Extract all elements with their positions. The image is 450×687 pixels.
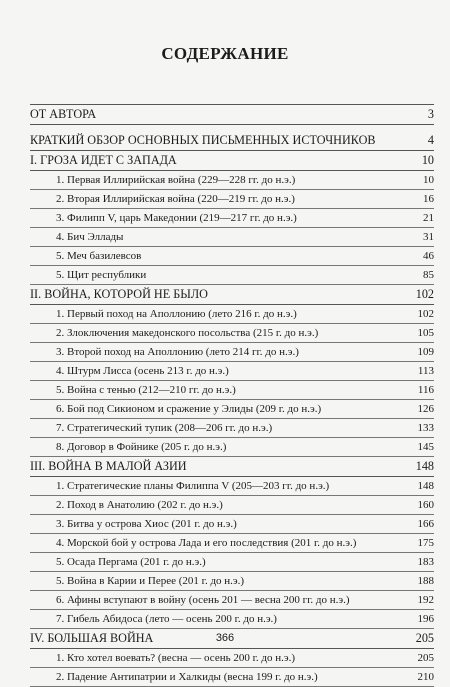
toc-entry-label: 6. Бой под Сикионом и сражение у Элиды (209 г. до н.э.) bbox=[56, 403, 322, 415]
toc-chapter bbox=[30, 324, 434, 343]
toc-entry-label: 8. Договор в Фойнике (205 г. до н.э.) bbox=[56, 441, 227, 453]
toc-entry-label: I. ГРОЗА ИДЕТ С ЗАПАДА bbox=[30, 153, 177, 167]
toc-entry-label: ОТ АВТОРА bbox=[30, 107, 97, 121]
toc-chapter bbox=[30, 362, 434, 381]
toc-entry-label: 3. Битва у острова Хиос (201 г. до н.э.) bbox=[56, 518, 237, 530]
toc-entry-page: 196 bbox=[417, 613, 434, 625]
toc-entry-label: 2. Поход в Анатолию (202 г. до н.э.) bbox=[56, 499, 223, 511]
toc-entry-page: 10 bbox=[421, 153, 434, 167]
toc-entry-label: 5. Война в Карии и Перее (201 г. до н.э.) bbox=[56, 575, 245, 587]
toc-entry-page: 148 bbox=[415, 459, 434, 473]
toc-entry-page: 10 bbox=[423, 174, 434, 186]
page-number: 366 bbox=[215, 632, 235, 644]
toc-entry-page: 102 bbox=[417, 308, 434, 320]
toc-chapter bbox=[30, 649, 434, 668]
toc-chapter bbox=[30, 419, 434, 438]
toc-entry-page: 188 bbox=[417, 575, 434, 587]
toc-chapter bbox=[30, 343, 434, 362]
toc-entry-page: 126 bbox=[417, 403, 434, 415]
toc-entry-page: 16 bbox=[423, 193, 434, 205]
toc-entry-label: 1. Кто хотел воевать? (весна — осень 200 г. до н.э.) bbox=[56, 652, 295, 664]
toc-entry-page: 145 bbox=[417, 441, 434, 453]
toc-part-1 bbox=[30, 151, 434, 171]
toc-entry-page: 160 bbox=[417, 499, 434, 511]
toc-entry-label: 1. Первая Иллирийская война (229—228 гг. до н.э.) bbox=[56, 174, 296, 186]
toc-chapter bbox=[30, 477, 434, 496]
toc-chapter bbox=[30, 228, 434, 247]
toc-entry-page: 175 bbox=[417, 537, 434, 549]
toc-chapter bbox=[30, 190, 434, 209]
toc-entry-label: 5. Осада Пергама (201 г. до н.э.) bbox=[56, 556, 206, 568]
toc-entry-page: 205 bbox=[417, 652, 434, 664]
toc-entry-label: 6. Афины вступают в войну (осень 201 — весна 200 гг. до н.э.) bbox=[56, 594, 350, 606]
toc-entry-label: 7. Гибель Абидоса (лето — осень 200 г. до н.э.) bbox=[56, 613, 277, 625]
toc-entry-page: 105 bbox=[417, 327, 434, 339]
toc-entry-label: 4. Штурм Лисса (осень 213 г. до н.э.) bbox=[56, 365, 229, 377]
toc-entry-page: 31 bbox=[423, 231, 434, 243]
toc-chapter bbox=[30, 305, 434, 324]
toc-entry-page: 133 bbox=[417, 422, 434, 434]
toc-entry-label: 4. Морской бой у острова Лада и его последствия (201 г. до н.э.) bbox=[56, 537, 357, 549]
toc-entry-label: 1. Первый поход на Аполлонию (лето 216 г. до н.э.) bbox=[56, 308, 297, 320]
toc-chapter bbox=[30, 400, 434, 419]
toc-entry-label: III. ВОЙНА В МАЛОЙ АЗИИ bbox=[30, 459, 187, 473]
toc-chapter bbox=[30, 438, 434, 457]
toc-entry-label: 7. Стратегический тупик (208—206 гг. до н.э.) bbox=[56, 422, 273, 434]
toc-chapter bbox=[30, 209, 434, 228]
toc-entry-label: КРАТКИЙ ОБЗОР ОСНОВНЫХ ПИСЬМЕННЫХ ИСТОЧНИКОВ bbox=[30, 133, 376, 147]
toc-chapter bbox=[30, 496, 434, 515]
toc-entry-page: 210 bbox=[417, 671, 434, 683]
toc-entry-page: 3 bbox=[427, 107, 434, 121]
toc-entry-page: 4 bbox=[427, 133, 434, 147]
toc-entry-label: II. ВОЙНА, КОТОРОЙ НЕ БЫЛО bbox=[30, 287, 208, 301]
toc-entry-label: 3. Филипп V, царь Македонии (219—217 гг. до н.э.) bbox=[56, 212, 297, 224]
toc-entry-page: 102 bbox=[415, 287, 434, 301]
toc-part-3 bbox=[30, 457, 434, 477]
toc-entry-label: 5. Война с тенью (212—210 гг. до н.э.) bbox=[56, 384, 236, 396]
toc-chapter bbox=[30, 515, 434, 534]
toc-entry-page: 113 bbox=[417, 365, 434, 377]
toc-chapter bbox=[30, 553, 434, 572]
toc-chapter bbox=[30, 572, 434, 591]
toc-chapter bbox=[30, 591, 434, 610]
toc-entry-page: 183 bbox=[417, 556, 434, 568]
page-title: СОДЕРЖАНИЕ bbox=[161, 44, 289, 63]
toc-chapter bbox=[30, 610, 434, 629]
toc-entry-label: 2. Падение Антипатрии и Халкиды (весна 199 г. до н.э.) bbox=[56, 671, 318, 683]
toc-entry-page: 46 bbox=[423, 250, 434, 262]
toc-entry-label: IV. БОЛЬШАЯ ВОЙНА bbox=[30, 631, 154, 645]
toc-entry-page: 21 bbox=[423, 212, 434, 224]
toc-entry-label: 2. Злоключения македонского посольства (215 г. до н.э.) bbox=[56, 327, 319, 339]
toc-chapter bbox=[30, 171, 434, 190]
table-of-contents bbox=[30, 104, 434, 687]
toc-entry-label: 5. Щит республики bbox=[56, 269, 147, 281]
toc-entry-page: 85 bbox=[423, 269, 434, 281]
toc-entry-sources bbox=[30, 131, 434, 151]
toc-entry-label: 1. Стратегические планы Филиппа V (205—203 гг. до н.э.) bbox=[56, 480, 330, 492]
toc-chapter bbox=[30, 266, 434, 285]
toc-entry-page: 148 bbox=[417, 480, 434, 492]
toc-part-2 bbox=[30, 285, 434, 305]
toc-entry-label: 5. Меч базилевсов bbox=[56, 250, 142, 262]
toc-chapter bbox=[30, 534, 434, 553]
toc-entry-page: 109 bbox=[417, 346, 434, 358]
toc-entry-page: 166 bbox=[417, 518, 434, 530]
toc-entry-author bbox=[30, 104, 434, 125]
toc-chapter bbox=[30, 247, 434, 266]
toc-entry-label: 4. Бич Эллады bbox=[56, 231, 124, 243]
toc-entry-page: 116 bbox=[417, 384, 434, 396]
toc-chapter bbox=[30, 381, 434, 400]
toc-entry-label: 2. Вторая Иллирийская война (220—219 гг. до н.э.) bbox=[56, 193, 295, 205]
toc-entry-page: 192 bbox=[417, 594, 434, 606]
toc-entry-page: 205 bbox=[415, 631, 434, 645]
toc-entry-label: 3. Второй поход на Аполлонию (лето 214 гг. до н.э.) bbox=[56, 346, 299, 358]
